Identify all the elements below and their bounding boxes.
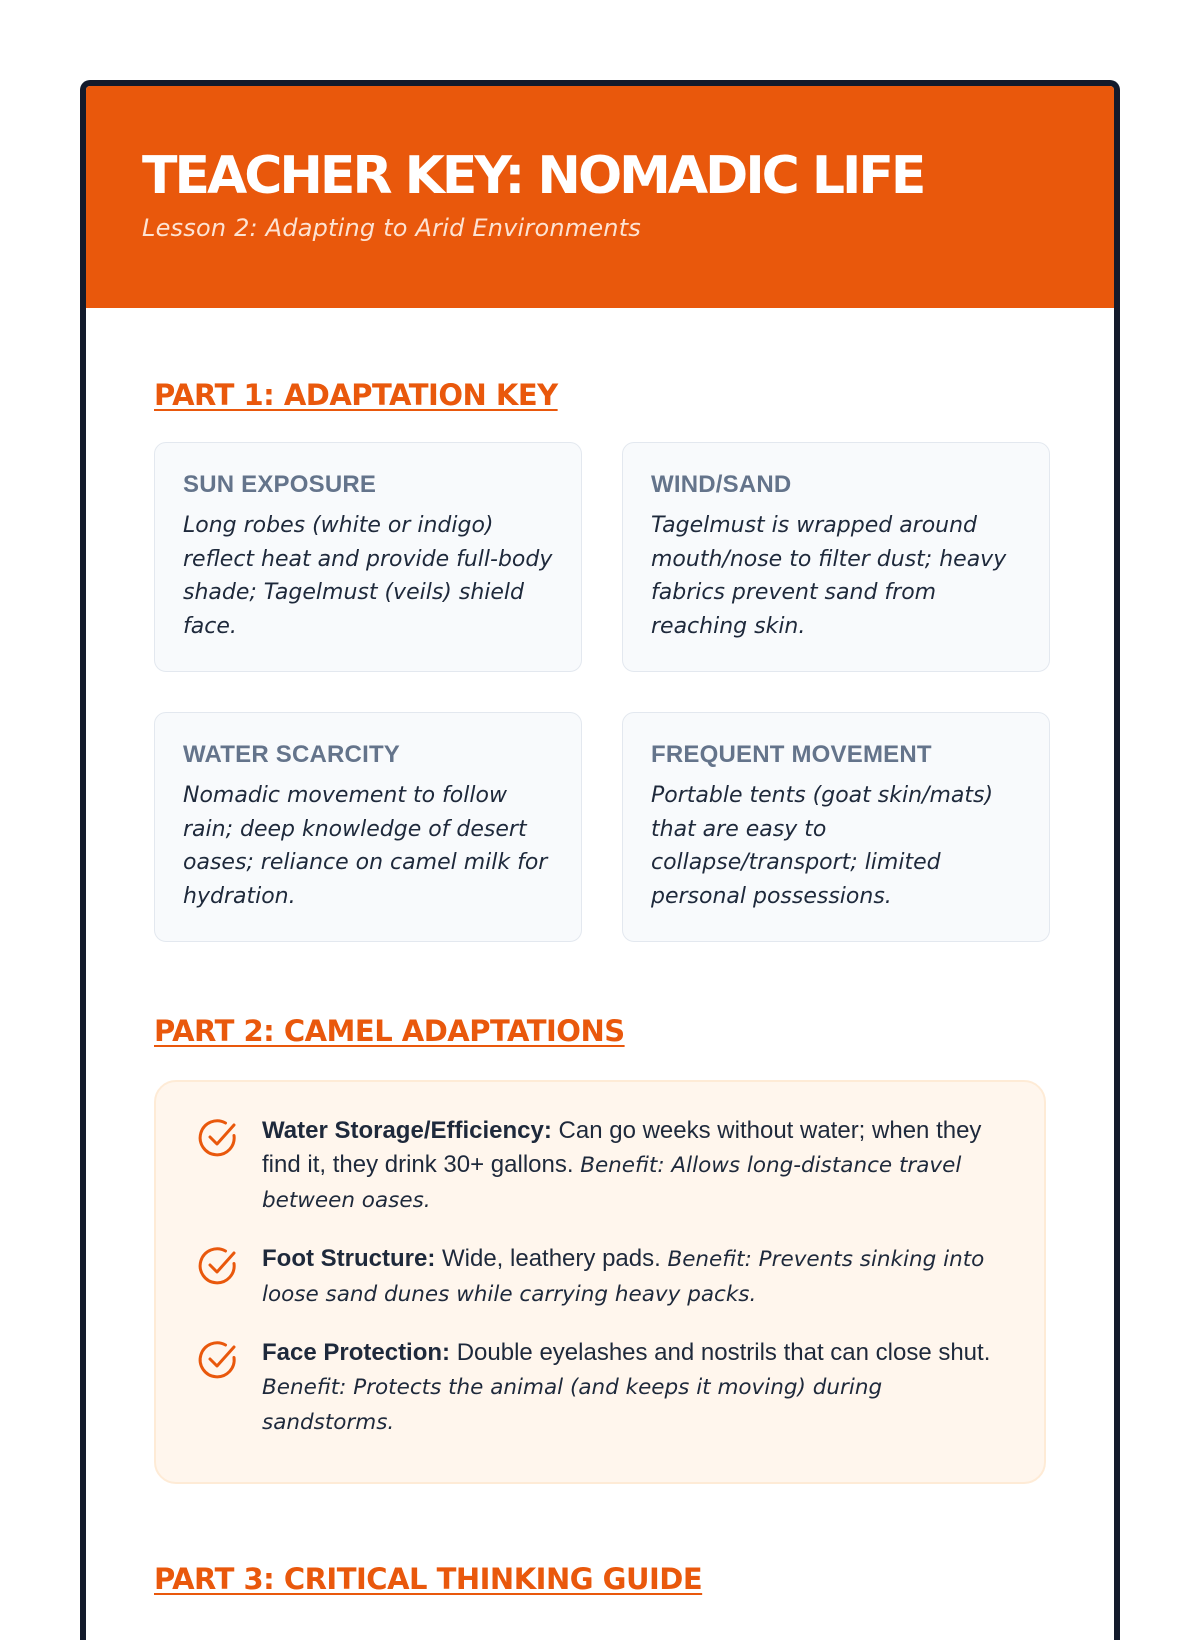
camel-item-text (262, 1242, 1008, 1312)
check-circle-icon (196, 1338, 240, 1382)
list-item (196, 1114, 1008, 1218)
card-title: FREQUENT MOVEMENT (651, 741, 932, 768)
worksheet (80, 80, 1120, 1640)
camel-item-description: Double eyelashes and nostrils that can close shut. (456, 1339, 991, 1366)
list-item (196, 1242, 1008, 1312)
header-banner (86, 86, 1114, 308)
camel-item-benefit: Benefit: Allows long-distance travel between oases. (262, 1153, 962, 1213)
camel-item-text (262, 1336, 1008, 1440)
camel-item-benefit: Benefit: Protects the animal (and keeps it moving) during sandstorms. (262, 1375, 883, 1435)
page-subtitle: Lesson 2: Adapting to Arid Environments (142, 214, 642, 242)
card-title: WIND/SAND (651, 471, 792, 498)
content (86, 378, 1114, 1596)
part2-heading: PART 2: CAMEL ADAPTATIONS (154, 1014, 625, 1048)
check-circle-icon (196, 1116, 240, 1160)
adaptation-card (154, 442, 582, 672)
adaptation-card (154, 712, 582, 942)
camel-item-label: Water Storage/Efficiency: (262, 1117, 552, 1144)
camel-item-label: Foot Structure: (262, 1245, 436, 1272)
page-title: TEACHER KEY: NOMADIC LIFE (142, 146, 924, 206)
camel-item-text (262, 1114, 1008, 1218)
card-body: Nomadic movement to follow rain; deep knowledge of desert oases; reliance on camel milk for hydration. (183, 783, 548, 909)
adaptation-grid (154, 442, 1046, 942)
card-body: Portable tents (goat skin/mats) that are easy to collapse/transport; limited personal possessions. (651, 783, 994, 909)
camel-item-description: Can go weeks without water; when they find it, they drink 30+ gallons. (262, 1117, 982, 1178)
list-item (196, 1336, 1008, 1440)
card-title: WATER SCARCITY (183, 741, 401, 768)
camel-item-benefit: Benefit: Prevents sinking into loose sand dunes while carrying heavy packs. (262, 1247, 985, 1307)
card-title: SUN EXPOSURE (183, 471, 377, 498)
card-body: Tagelmust is wrapped around mouth/nose to filter dust; heavy fabrics prevent sand from reaching skin. (651, 513, 1007, 639)
camel-item-description: Wide, leathery pads. (442, 1245, 661, 1272)
camel-item-label: Face Protection: (262, 1339, 451, 1366)
check-circle-icon (196, 1244, 240, 1288)
adaptation-card (622, 712, 1050, 942)
adaptation-card (622, 442, 1050, 672)
part3-heading: PART 3: CRITICAL THINKING GUIDE (154, 1562, 703, 1596)
card-body: Long robes (white or indigo) reflect heat and provide full-body shade; Tagelmust (veils) shield face. (183, 513, 553, 639)
part1-heading: PART 1: ADAPTATION KEY (154, 378, 558, 412)
camel-adaptations-box (154, 1080, 1046, 1484)
